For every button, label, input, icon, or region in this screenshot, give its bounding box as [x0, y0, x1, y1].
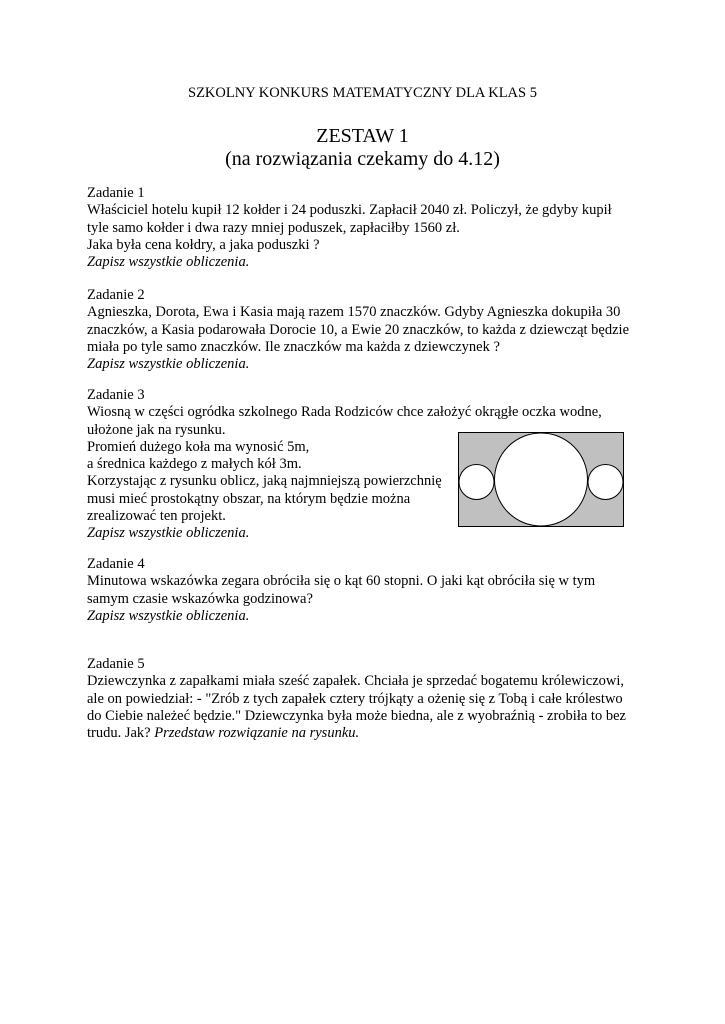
ponds-diagram — [458, 432, 624, 527]
task-5 — [87, 656, 647, 742]
task-line: tyle samo kołder i dwa razy mniej poduszek, zapłaciłby 1560 zł. — [87, 219, 460, 236]
set-title-line2: (na rozwiązania czekamy do 4.12) — [225, 148, 500, 170]
task-line: Korzystając z rysunku oblicz, jaką najmniejszą powierzchnię — [87, 473, 442, 490]
task-line: znaczków, a Kasia podarowała Dorocie 10, a Ewie 20 znaczków, to każda z dziewcząt będzie — [87, 321, 630, 338]
task-line: Jaka była cena kołdry, a jaka poduszki ? — [87, 236, 320, 253]
task-note: Zapisz wszystkie obliczenia. — [87, 356, 250, 373]
task-line: a średnica każdego z małych kół 3m. — [87, 456, 302, 473]
task-heading: Zadanie 5 — [87, 656, 145, 672]
task-line: musi mieć prostokątny obszar, na którym będzie można — [87, 490, 411, 507]
task-heading: Zadanie 3 — [87, 387, 145, 403]
task-2 — [87, 287, 647, 373]
task-1 — [87, 185, 647, 271]
task-line: Agnieszka, Dorota, Ewa i Kasia mają razem 1570 znaczków. Gdyby Agnieszka dokupiła 30 — [87, 304, 621, 321]
small-pond-right — [588, 465, 623, 500]
set-title-line1: ZESTAW 1 — [316, 125, 409, 147]
task-line: Promień dużego koła ma wynosić 5m, — [87, 438, 310, 455]
task-note: Zapisz wszystkie obliczenia. — [87, 525, 250, 542]
set-title — [0, 125, 725, 171]
task-line: miała po tyle samo znaczków. Ile znaczków ma każda z dziewczynek ? — [87, 338, 500, 355]
task-line: Właściciel hotelu kupił 12 kołder i 24 poduszki. Zapłacił 2040 zł. Policzył, że gdyby kupił — [87, 202, 612, 219]
task-line: ułożone jak na rysunku. — [87, 421, 226, 438]
task-line: Dziewczynka z zapałkami miała sześć zapałek. Chciała je sprzedać bogatemu królewiczowi, — [87, 673, 625, 690]
task-4 — [87, 556, 647, 625]
task-heading: Zadanie 1 — [87, 185, 145, 201]
task-heading: Zadanie 4 — [87, 556, 145, 572]
ponds-figure — [458, 432, 624, 527]
task-line: samym czasie wskazówka godzinowa? — [87, 590, 313, 607]
task-line: Wiosną w części ogródka szkolnego Rada Rodziców chce założyć okrągłe oczka wodne, — [87, 404, 602, 421]
task-line: do Ciebie należeć będzie." Dziewczynka była może biedna, ale z wyobraźnią - zrobiła to bez — [87, 707, 626, 724]
small-pond-left — [459, 465, 494, 500]
large-pond — [495, 433, 588, 526]
task-line: Minutowa wskazówka zegara obróciła się o kąt 60 stopni. O jaki kąt obróciła się w tym — [87, 573, 596, 590]
task-line-plain: trudu. Jak? — [87, 725, 155, 742]
contest-header: SZKOLNY KONKURS MATEMATYCZNY DLA KLAS 5 — [188, 85, 537, 101]
task-line-last — [87, 725, 647, 742]
task-heading: Zadanie 2 — [87, 287, 145, 303]
task-line: zrealizować ten projekt. — [87, 508, 226, 525]
task-note: Zapisz wszystkie obliczenia. — [87, 607, 250, 624]
task-line: ale on powiedział: - "Zrób z tych zapałek cztery trójkąty a ożenię się z Tobą i całe królestwo — [87, 690, 623, 707]
task-note: Przedstaw rozwiązanie na rysunku. — [154, 725, 360, 742]
task-note: Zapisz wszystkie obliczenia. — [87, 254, 250, 271]
